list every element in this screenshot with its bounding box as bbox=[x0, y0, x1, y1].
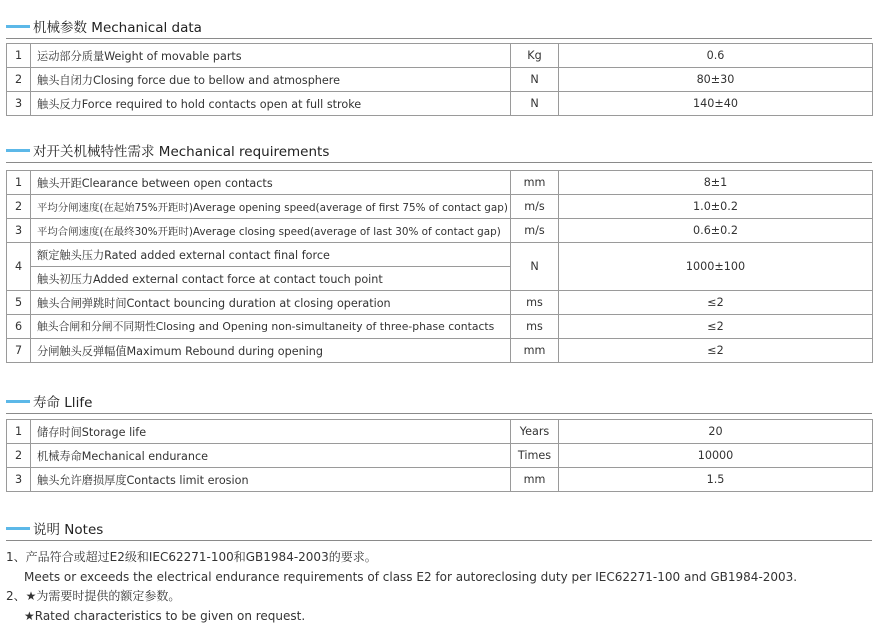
row-number: 6 bbox=[7, 315, 31, 339]
row-value: ≤2 bbox=[559, 315, 873, 339]
row-description: 触头允许磨损厚度Contacts limit erosion bbox=[31, 468, 511, 492]
note-line: Meets or exceeds the electrical endurance requirements of class E2 for autoreclosing duty per IEC62271-100 and GB1984-2003. bbox=[24, 569, 798, 584]
row-value: 1000±100 bbox=[559, 243, 873, 291]
row-value: ≤2 bbox=[559, 291, 873, 315]
note-line: 2、★为需要时提供的额定参数。 bbox=[6, 589, 181, 603]
row-number: 2 bbox=[7, 195, 31, 219]
row-unit: ms bbox=[511, 315, 559, 339]
life-table bbox=[6, 419, 873, 492]
row-number: 7 bbox=[7, 339, 31, 363]
table-row bbox=[7, 243, 873, 267]
table-row bbox=[7, 44, 873, 68]
section-title: 寿命 Llife bbox=[33, 395, 93, 411]
row-unit: Years bbox=[511, 420, 559, 444]
table-row bbox=[7, 468, 873, 492]
note-line: 1、产品符合或超过E2级和IEC62271-100和GB1984-2003的要求。 bbox=[6, 550, 377, 564]
row-unit: m/s bbox=[511, 219, 559, 243]
table-row bbox=[7, 291, 873, 315]
row-description: 分闸触头反弹幅值Maximum Rebound during opening bbox=[31, 339, 511, 363]
section-accent-bar bbox=[6, 527, 30, 530]
row-description: 触头合闸和分闸不同期性Closing and Opening non-simultaneity of three-phase contacts bbox=[31, 315, 511, 339]
section-accent-bar bbox=[6, 25, 30, 28]
row-number: 2 bbox=[7, 444, 31, 468]
row-description: 触头初压力Added external contact force at contact touch point bbox=[31, 267, 511, 291]
row-unit: N bbox=[511, 243, 559, 291]
row-value: 80±30 bbox=[559, 68, 873, 92]
section-accent-bar bbox=[6, 400, 30, 403]
table-row bbox=[7, 315, 873, 339]
row-value: 1.0±0.2 bbox=[559, 195, 873, 219]
notes-block bbox=[6, 548, 872, 626]
row-unit: Kg bbox=[511, 44, 559, 68]
row-value: 1.5 bbox=[559, 468, 873, 492]
row-number: 1 bbox=[7, 44, 31, 68]
row-description: 平均合闸速度(在最终30%开距时)Average closing speed(average of last 30% of contact gap) bbox=[31, 219, 511, 243]
row-description: 平均分闸速度(在起始75%开距时)Average opening speed(average of first 75% of contact gap) bbox=[31, 195, 511, 219]
row-number: 1 bbox=[7, 171, 31, 195]
section-header-notes bbox=[6, 514, 872, 541]
section-accent-bar bbox=[6, 149, 30, 152]
row-number: 3 bbox=[7, 92, 31, 116]
row-description: 额定触头压力Rated added external contact final force bbox=[31, 243, 511, 267]
row-value: 0.6 bbox=[559, 44, 873, 68]
row-unit: N bbox=[511, 68, 559, 92]
row-description: 运动部分质量Weight of movable parts bbox=[31, 44, 511, 68]
table-row bbox=[7, 171, 873, 195]
row-unit: mm bbox=[511, 171, 559, 195]
section-header-life bbox=[6, 387, 872, 414]
row-description: 触头反力Force required to hold contacts open at full stroke bbox=[31, 92, 511, 116]
row-unit: N bbox=[511, 92, 559, 116]
section-header-mechanical-data bbox=[6, 12, 872, 39]
row-value: 20 bbox=[559, 420, 873, 444]
row-number: 5 bbox=[7, 291, 31, 315]
mechanical-data-table bbox=[6, 43, 873, 116]
section-title: 说明 Notes bbox=[33, 522, 104, 538]
section-title: 对开关机械特性需求 Mechanical requirements bbox=[33, 144, 330, 160]
table-row bbox=[7, 219, 873, 243]
section-title: 机械参数 Mechanical data bbox=[33, 20, 202, 36]
row-unit: ms bbox=[511, 291, 559, 315]
row-unit: m/s bbox=[511, 195, 559, 219]
row-description: 储存时间Storage life bbox=[31, 420, 511, 444]
mechanical-requirements-table bbox=[6, 170, 873, 363]
row-description: 机械寿命Mechanical endurance bbox=[31, 444, 511, 468]
table-row bbox=[7, 420, 873, 444]
table-row bbox=[7, 68, 873, 92]
table-row bbox=[7, 195, 873, 219]
row-description: 触头自闭力Closing force due to bellow and atmosphere bbox=[31, 68, 511, 92]
row-value: ≤2 bbox=[559, 339, 873, 363]
row-unit: mm bbox=[511, 339, 559, 363]
row-value: 0.6±0.2 bbox=[559, 219, 873, 243]
table-row bbox=[7, 92, 873, 116]
table-row bbox=[7, 444, 873, 468]
row-number: 2 bbox=[7, 68, 31, 92]
row-unit: mm bbox=[511, 468, 559, 492]
row-number: 1 bbox=[7, 420, 31, 444]
row-number: 3 bbox=[7, 468, 31, 492]
row-value: 8±1 bbox=[559, 171, 873, 195]
row-description: 触头开距Clearance between open contacts bbox=[31, 171, 511, 195]
row-number: 4 bbox=[7, 243, 31, 291]
row-value: 140±40 bbox=[559, 92, 873, 116]
note-line: ★Rated characteristics to be given on request. bbox=[24, 608, 306, 623]
row-number: 3 bbox=[7, 219, 31, 243]
row-unit: Times bbox=[511, 444, 559, 468]
table-row bbox=[7, 339, 873, 363]
row-description: 触头合闸弹跳时间Contact bouncing duration at closing operation bbox=[31, 291, 511, 315]
row-value: 10000 bbox=[559, 444, 873, 468]
section-header-mechanical-requirements bbox=[6, 136, 872, 163]
